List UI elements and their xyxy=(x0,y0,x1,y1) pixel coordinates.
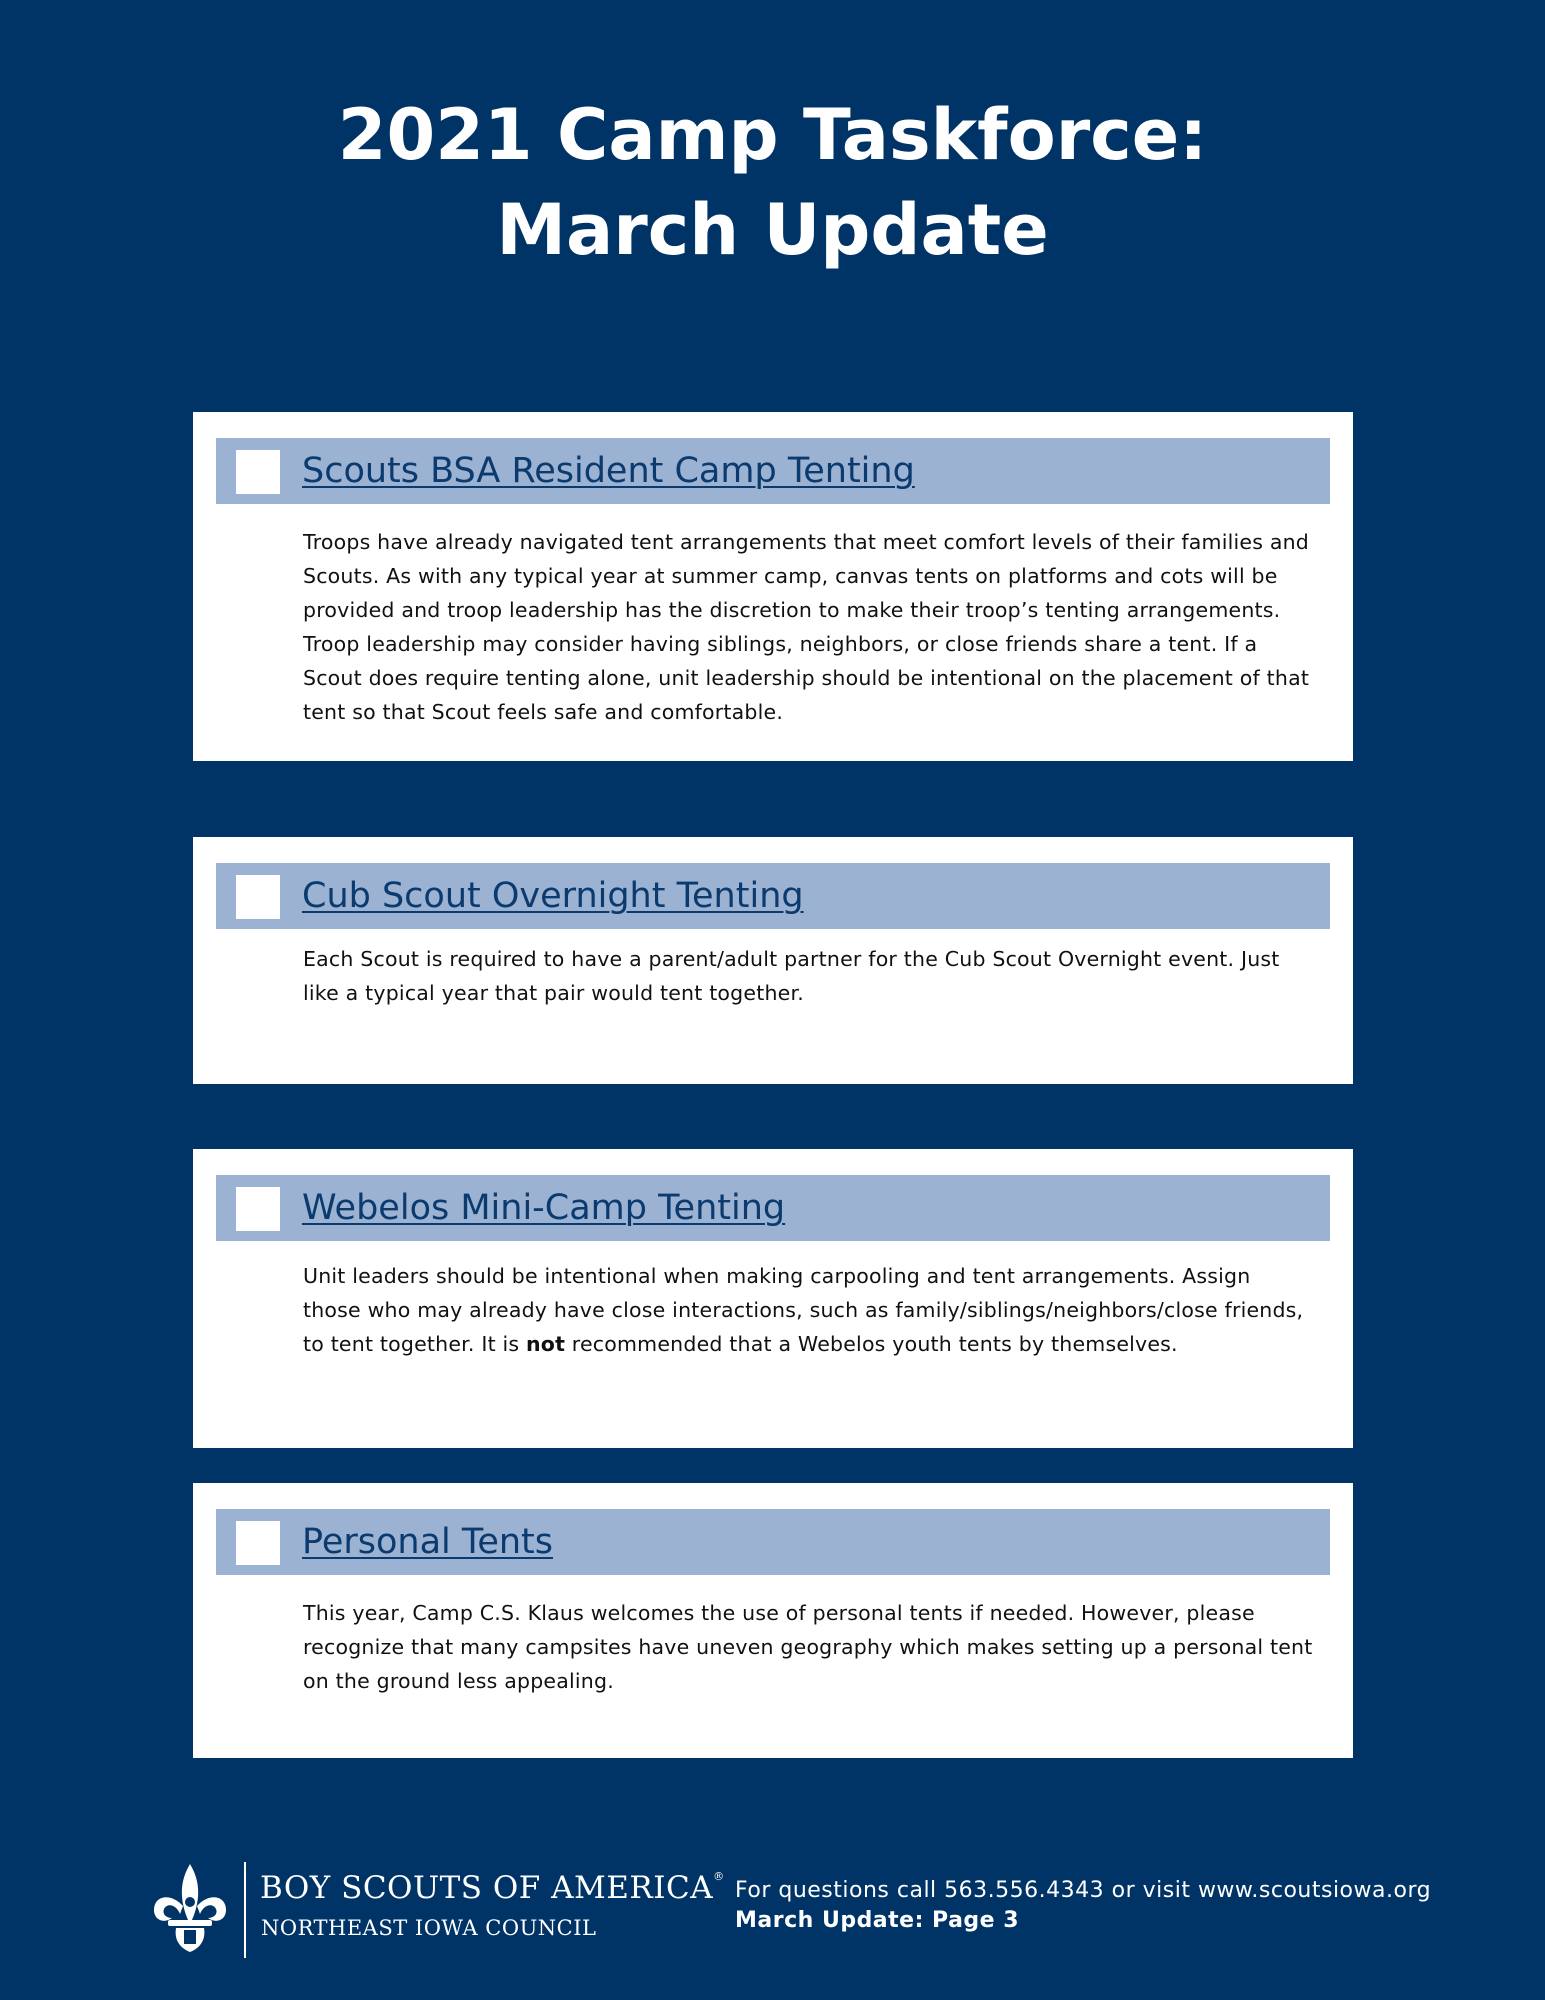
section-body xyxy=(303,1259,1313,1361)
section-header xyxy=(216,1175,1330,1241)
section-card-personal-tents xyxy=(193,1483,1353,1758)
footer-divider xyxy=(244,1862,246,1958)
section-header xyxy=(216,863,1330,929)
section-body-text: Unit leaders should be intentional when making carpooling and tent arrangements. Assign those who may already have close interactions, such as family/siblings/neighbors/close friends, to tent together. It is xyxy=(303,1264,1304,1356)
section-heading-link[interactable]: Cub Scout Overnight Tenting xyxy=(302,876,804,916)
section-checkbox[interactable] xyxy=(236,450,280,494)
section-heading-link[interactable]: Webelos Mini-Camp Tenting xyxy=(302,1188,786,1228)
fleur-de-lis-icon xyxy=(150,1862,230,1954)
section-card-cub-scout-overnight xyxy=(193,837,1353,1084)
section-card-webelos-mini-camp xyxy=(193,1149,1353,1448)
page-marker: March Update: Page 3 xyxy=(735,1908,1020,1933)
section-checkbox[interactable] xyxy=(236,875,280,919)
page-title-line-1: 2021 Camp Taskforce: xyxy=(337,94,1208,176)
section-card-resident-camp xyxy=(193,412,1353,761)
section-body: Each Scout is required to have a parent/adult partner for the Cub Scout Overnight event. Just like a typical year that pair would tent together. xyxy=(303,947,1280,1005)
page-title-line-2: March Update xyxy=(496,189,1049,271)
section-body-emphasis: not xyxy=(526,1332,566,1356)
section-header xyxy=(216,438,1330,504)
page-title xyxy=(0,88,1545,278)
section-checkbox[interactable] xyxy=(236,1521,280,1565)
contact-info: For questions call 563.556.4343 or visit www.scoutsiowa.org xyxy=(735,1878,1432,1903)
section-body: This year, Camp C.S. Klaus welcomes the use of personal tents if needed. However, please recognize that many campsites have uneven geography which makes setting up a personal tent on the ground less appealing. xyxy=(303,1601,1313,1693)
section-header xyxy=(216,1509,1330,1575)
section-heading-link[interactable]: Personal Tents xyxy=(302,1522,554,1562)
org-name xyxy=(260,1870,725,1906)
council-name: NORTHEAST IOWA COUNCIL xyxy=(261,1916,597,1940)
section-body: Troops have already navigated tent arrangements that meet comfort levels of their families and Scouts. As with any typical year at summer camp, canvas tents on platforms and cots will be provided and troop leadership has the discretion to make their troop’s tenting arrangements. Troop leadership may consider having siblings, neighbors, or close friends share a tent. If a Scout does require tenting alone, unit leadership should be intentional on the placement of that tent so that Scout feels safe and comfortable. xyxy=(303,530,1310,724)
section-checkbox[interactable] xyxy=(236,1187,280,1231)
section-heading-link[interactable]: Scouts BSA Resident Camp Tenting xyxy=(302,451,915,491)
section-body-text: recommended that a Webelos youth tents by themselves. xyxy=(565,1332,1178,1356)
registered-mark: ® xyxy=(713,1870,725,1883)
org-name-text: BOY SCOUTS OF AMERICA xyxy=(260,1870,714,1906)
